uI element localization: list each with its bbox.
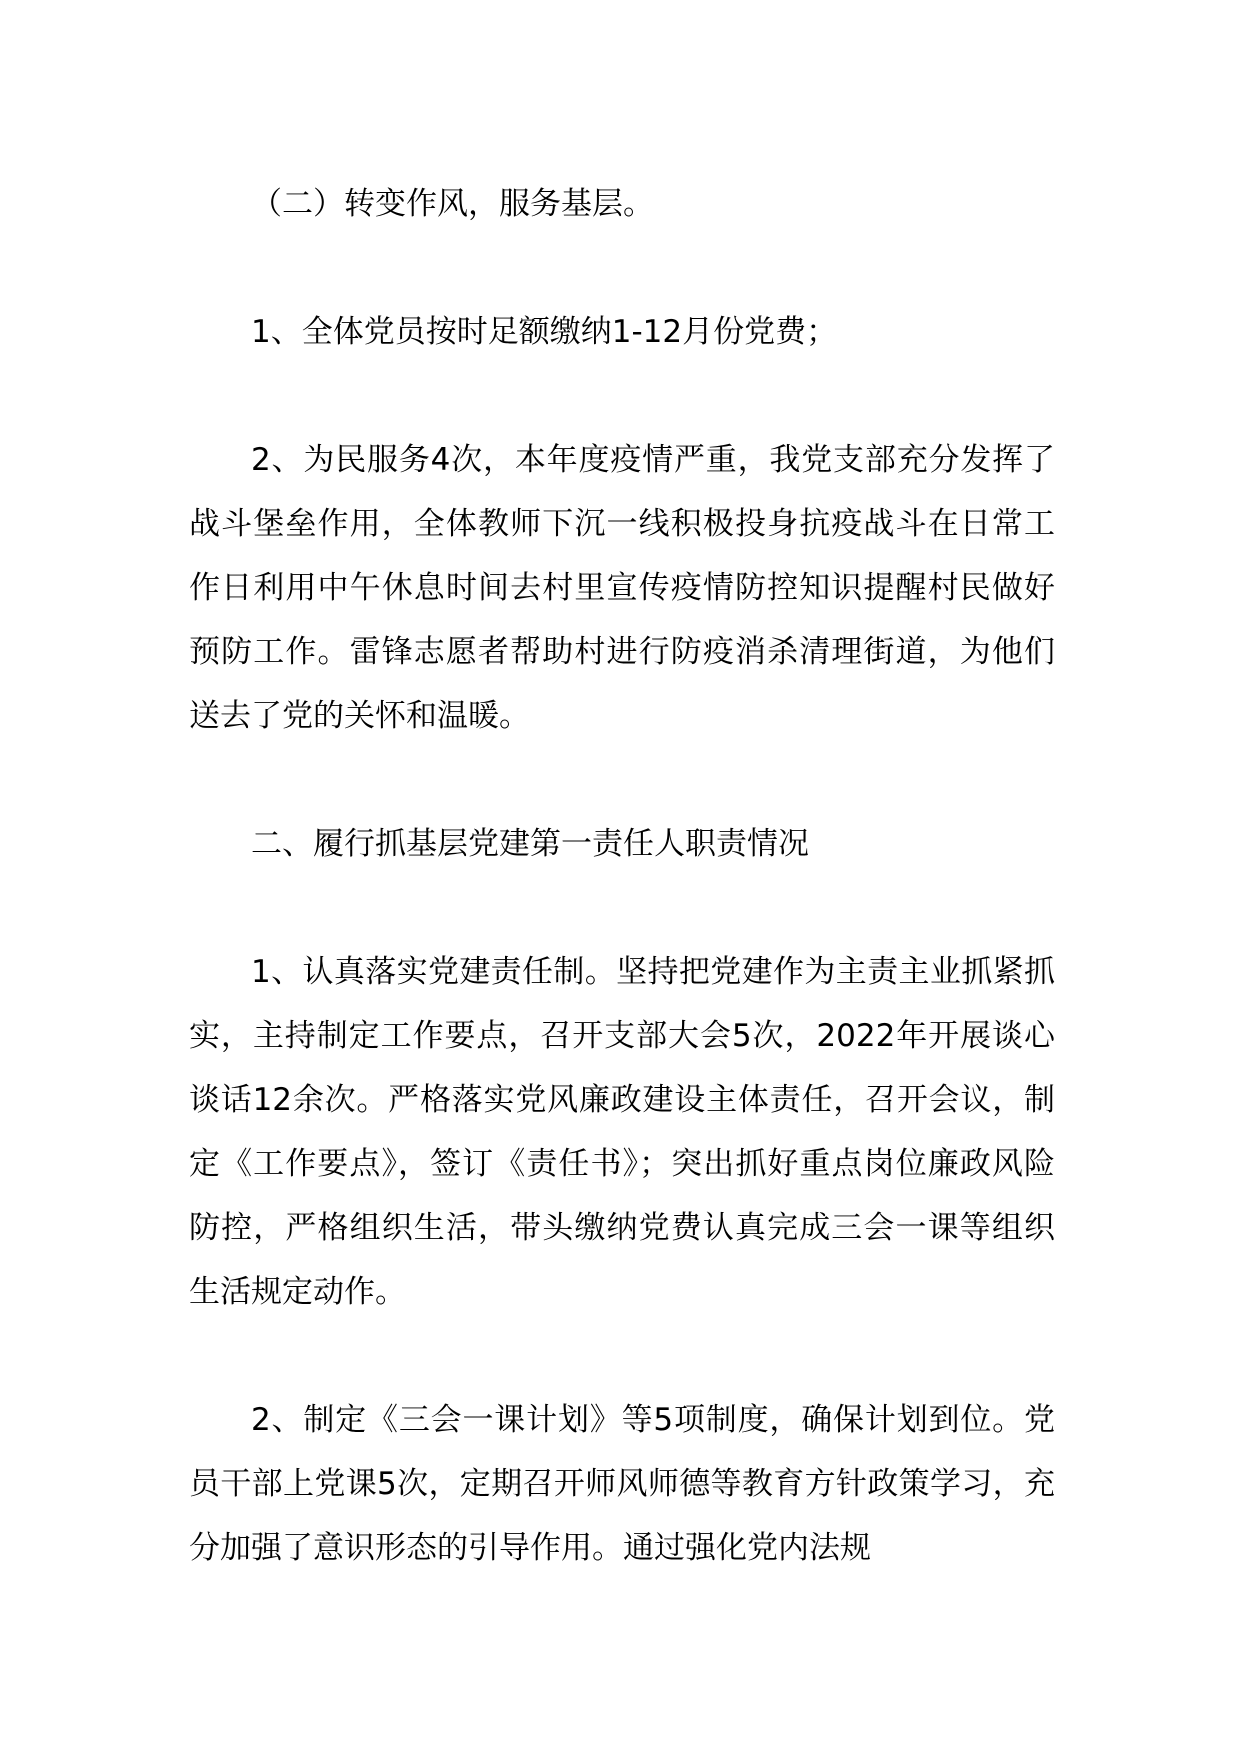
paragraph-public-service: 2、为民服务4次，本年度疫情严重，我党支部充分发挥了战斗堡垒作用，全体教师下沉一线积极投身抗疫战斗在日常工作日利用中午休息时间去村里宣传疫情防控知识提醒村民做好预防工作。雷锋志愿者帮助村进行防疫消杀清理街道，为他们送去了党的关怀和温暖。 [189,442,1055,734]
paragraph-system-rules: 2、制定《三会一课计划》等5项制度，确保计划到位。党员干部上党课5次，定期召开师风师德等教育方针政策学习，充分加强了意识形态的引导作用。通过强化党内法规 [189,1402,1055,1566]
section-heading-transform-style: （二）转变作风，服务基层。 [251,186,654,222]
paragraph-responsibility-system: 1、认真落实党建责任制。坚持把党建作为主责主业抓紧抓实，主持制定工作要点，召开支部大会5次，2022年开展谈心谈话12余次。严格落实党风廉政建设主体责任，召开会议，制定《工作要点》，签订《责任书》；突出抓好重点岗位廉政风险防控，严格组织生活，带头缴纳党费认真完成三会一课等组织生活规定动作。 [189,954,1055,1310]
section-heading-responsibility: 二、履行抓基层党建第一责任人职责情况 [251,826,809,862]
document-body [189,172,1055,1580]
paragraph-party-dues: 1、全体党员按时足额缴纳1-12月份党费； [251,314,838,350]
